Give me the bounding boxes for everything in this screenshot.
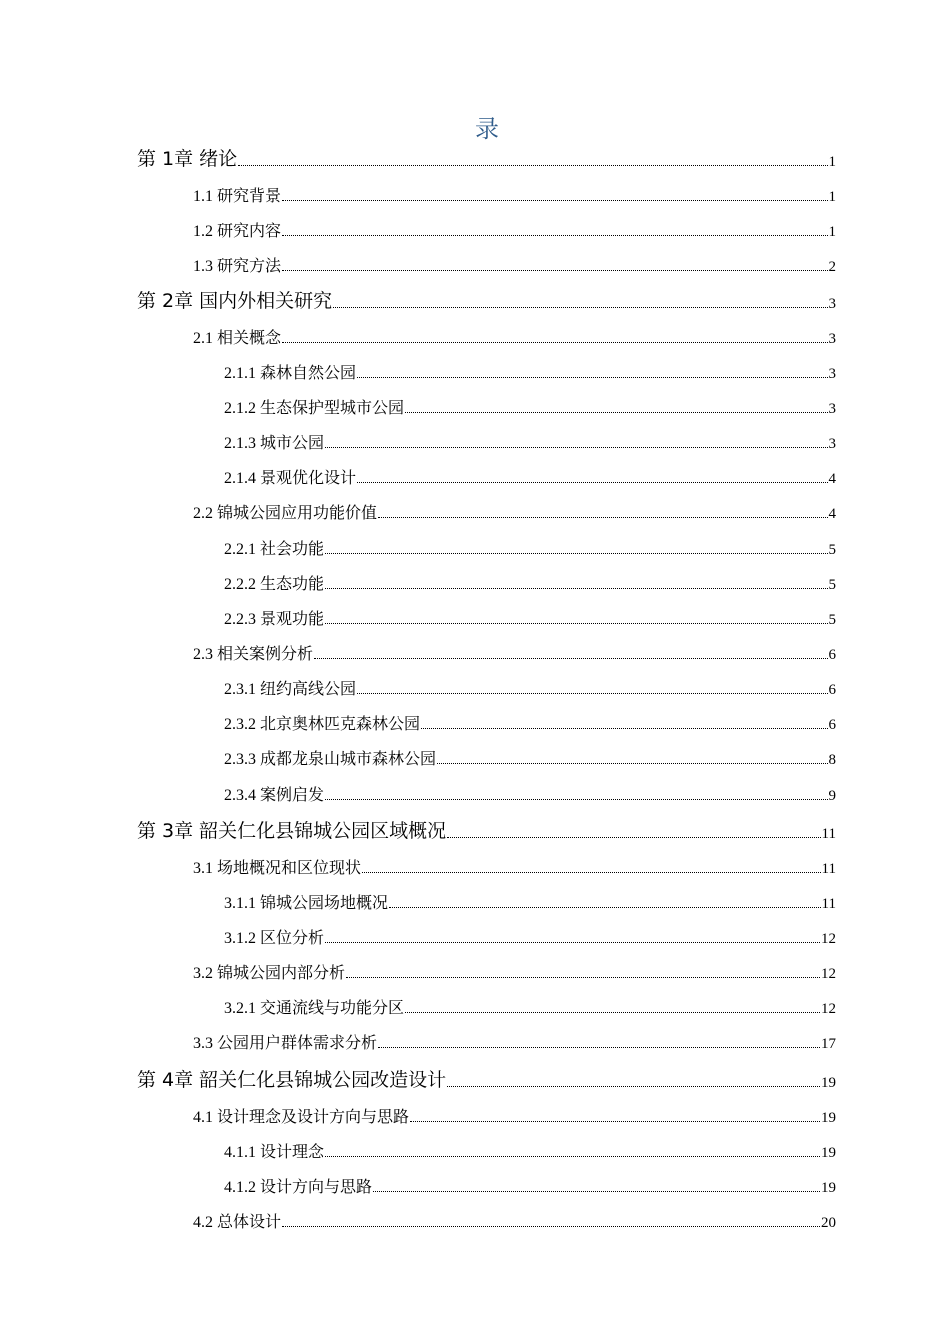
dot-leader (325, 799, 827, 800)
toc-entry-label: 4.2 总体设计 (193, 1214, 282, 1231)
toc-entry-level-3[interactable] (224, 568, 836, 594)
dot-leader (389, 907, 821, 908)
toc-entry-label: 2.2.3 景观功能 (224, 611, 325, 628)
toc-entry-label: 2.3 相关案例分析 (193, 646, 314, 663)
toc-entry-label: 第 2章 国内外相关研究 (137, 290, 333, 312)
toc-entry-level-2[interactable] (193, 180, 836, 206)
toc-entry-level-1[interactable] (137, 1066, 836, 1092)
toc-entry-label: 2.1 相关概念 (193, 330, 282, 347)
toc-entry-page-number: 12 (821, 931, 836, 947)
toc-entry-level-2[interactable] (193, 1101, 836, 1127)
dot-leader (325, 942, 820, 943)
toc-entry-page-number: 20 (821, 1215, 836, 1231)
dot-leader (325, 1156, 820, 1157)
dot-leader (325, 623, 827, 624)
dot-leader (378, 517, 827, 518)
toc-entry-page-number: 3 (828, 296, 836, 312)
toc-entry-label: 2.3.1 纽约高线公园 (224, 681, 357, 698)
toc-entry-page-number: 1 (828, 224, 836, 240)
toc-entry-label: 3.1 场地概况和区位现状 (193, 860, 362, 877)
dot-leader (357, 482, 827, 483)
dot-leader (405, 412, 827, 413)
toc-entry-level-3[interactable] (224, 922, 836, 948)
toc-entry-label: 第 4章 韶关仁化县锦城公园改造设计 (137, 1069, 447, 1091)
toc-entry-level-2[interactable] (193, 322, 836, 348)
dot-leader (282, 200, 827, 201)
toc-entry-level-3[interactable] (224, 887, 836, 913)
dot-leader (346, 977, 820, 978)
toc-entry-page-number: 3 (828, 366, 836, 382)
toc-entry-level-3[interactable] (224, 708, 836, 734)
toc-entry-page-number: 19 (821, 1180, 836, 1196)
toc-entry-level-3[interactable] (224, 743, 836, 769)
toc-entry-page-number: 5 (828, 577, 836, 593)
toc-entry-page-number: 6 (828, 647, 836, 663)
toc-entry-level-3[interactable] (224, 992, 836, 1018)
toc-entry-label: 第 3章 韶关仁化县锦城公园区域概况 (137, 820, 447, 842)
toc-entry-label: 2.3.2 北京奥林匹克森林公园 (224, 716, 421, 733)
dot-leader (378, 1047, 820, 1048)
toc-entry-label: 1.3 研究方法 (193, 258, 282, 275)
dot-leader (437, 763, 827, 764)
toc-entry-page-number: 5 (828, 542, 836, 558)
toc-entry-level-2[interactable] (193, 852, 836, 878)
toc-entry-level-3[interactable] (224, 1136, 836, 1162)
dot-leader (362, 872, 821, 873)
toc-entry-page-number: 19 (821, 1075, 836, 1091)
toc-entry-label: 4.1.1 设计理念 (224, 1144, 325, 1161)
dot-leader (314, 658, 827, 659)
dot-leader (447, 837, 820, 838)
toc-entry-label: 2.1.1 森林自然公园 (224, 365, 357, 382)
toc-entry-level-1[interactable] (137, 817, 836, 843)
toc-entry-label: 3.1.1 锦城公园场地概况 (224, 895, 389, 912)
toc-entry-page-number: 11 (821, 896, 836, 912)
toc-entry-page-number: 6 (828, 717, 836, 733)
dot-leader (282, 235, 827, 236)
dot-leader (421, 728, 827, 729)
toc-entry-level-2[interactable] (193, 957, 836, 983)
toc-entry-level-1[interactable] (137, 287, 836, 313)
toc-entry-page-number: 12 (821, 966, 836, 982)
toc-entry-level-3[interactable] (224, 1171, 836, 1197)
toc-entry-page-number: 8 (828, 752, 836, 768)
toc-entry-page-number: 3 (828, 331, 836, 347)
toc-entry-page-number: 19 (821, 1110, 836, 1126)
dot-leader (282, 342, 827, 343)
toc-entry-label: 第 1章 绪论 (137, 148, 238, 170)
toc-entry-label: 2.3.3 成都龙泉山城市森林公园 (224, 751, 437, 768)
dot-leader (238, 165, 827, 166)
dot-leader (357, 693, 827, 694)
toc-entry-label: 2.3.4 案例启发 (224, 787, 325, 804)
toc-entry-page-number: 3 (828, 401, 836, 417)
toc-entry-level-2[interactable] (193, 250, 836, 276)
toc-entry-label: 3.1.2 区位分析 (224, 930, 325, 947)
toc-entry-level-3[interactable] (224, 357, 836, 383)
toc-entry-label: 3.2.1 交通流线与功能分区 (224, 1000, 405, 1017)
toc-title: 录 (475, 115, 499, 143)
toc-entry-level-3[interactable] (224, 462, 836, 488)
dot-leader (410, 1121, 820, 1122)
toc-entry-page-number: 11 (821, 861, 836, 877)
toc-entry-level-1[interactable] (137, 145, 836, 171)
toc-entry-page-number: 12 (821, 1001, 836, 1017)
dot-leader (325, 553, 827, 554)
dot-leader (333, 307, 827, 308)
toc-entry-page-number: 1 (828, 189, 836, 205)
toc-entry-level-2[interactable] (193, 215, 836, 241)
toc-entry-level-3[interactable] (224, 533, 836, 559)
toc-entry-page-number: 11 (821, 826, 836, 842)
toc-entry-label: 2.1.4 景观优化设计 (224, 470, 357, 487)
dot-leader (325, 447, 827, 448)
toc-entry-page-number: 2 (828, 259, 836, 275)
toc-entry-level-2[interactable] (193, 638, 836, 664)
toc-entry-level-2[interactable] (193, 1027, 836, 1053)
toc-entry-page-number: 5 (828, 612, 836, 628)
toc-entry-level-3[interactable] (224, 673, 836, 699)
toc-entry-label: 1.2 研究内容 (193, 223, 282, 240)
toc-entry-level-2[interactable] (193, 1206, 836, 1232)
dot-leader (373, 1191, 820, 1192)
toc-entry-page-number: 4 (828, 506, 836, 522)
toc-entry-page-number: 19 (821, 1145, 836, 1161)
toc-entry-page-number: 6 (828, 682, 836, 698)
toc-entry-label: 2.1.3 城市公园 (224, 435, 325, 452)
toc-entry-label: 3.3 公园用户群体需求分析 (193, 1035, 378, 1052)
toc-entry-page-number: 4 (828, 471, 836, 487)
dot-leader (405, 1012, 820, 1013)
toc-entry-label: 4.1 设计理念及设计方向与思路 (193, 1109, 410, 1126)
toc-entry-label: 2.2 锦城公园应用功能价值 (193, 505, 378, 522)
toc-entry-page-number: 17 (821, 1036, 836, 1052)
toc-entry-level-3[interactable] (224, 779, 836, 805)
toc-entry-label: 2.1.2 生态保护型城市公园 (224, 400, 405, 417)
toc-entry-page-number: 9 (828, 788, 836, 804)
dot-leader (325, 588, 827, 589)
toc-entry-level-3[interactable] (224, 427, 836, 453)
toc-entry-label: 2.2.1 社会功能 (224, 541, 325, 558)
toc-entry-label: 4.1.2 设计方向与思路 (224, 1179, 373, 1196)
toc-entry-level-3[interactable] (224, 392, 836, 418)
toc-entry-label: 3.2 锦城公园内部分析 (193, 965, 346, 982)
dot-leader (447, 1086, 820, 1087)
toc-entry-label: 1.1 研究背景 (193, 188, 282, 205)
toc-entry-page-number: 3 (828, 436, 836, 452)
dot-leader (282, 1226, 820, 1227)
dot-leader (357, 377, 827, 378)
toc-entry-level-2[interactable] (193, 497, 836, 523)
toc-entry-page-number: 1 (828, 154, 836, 170)
toc-entry-level-3[interactable] (224, 603, 836, 629)
dot-leader (282, 270, 827, 271)
toc-entry-label: 2.2.2 生态功能 (224, 576, 325, 593)
